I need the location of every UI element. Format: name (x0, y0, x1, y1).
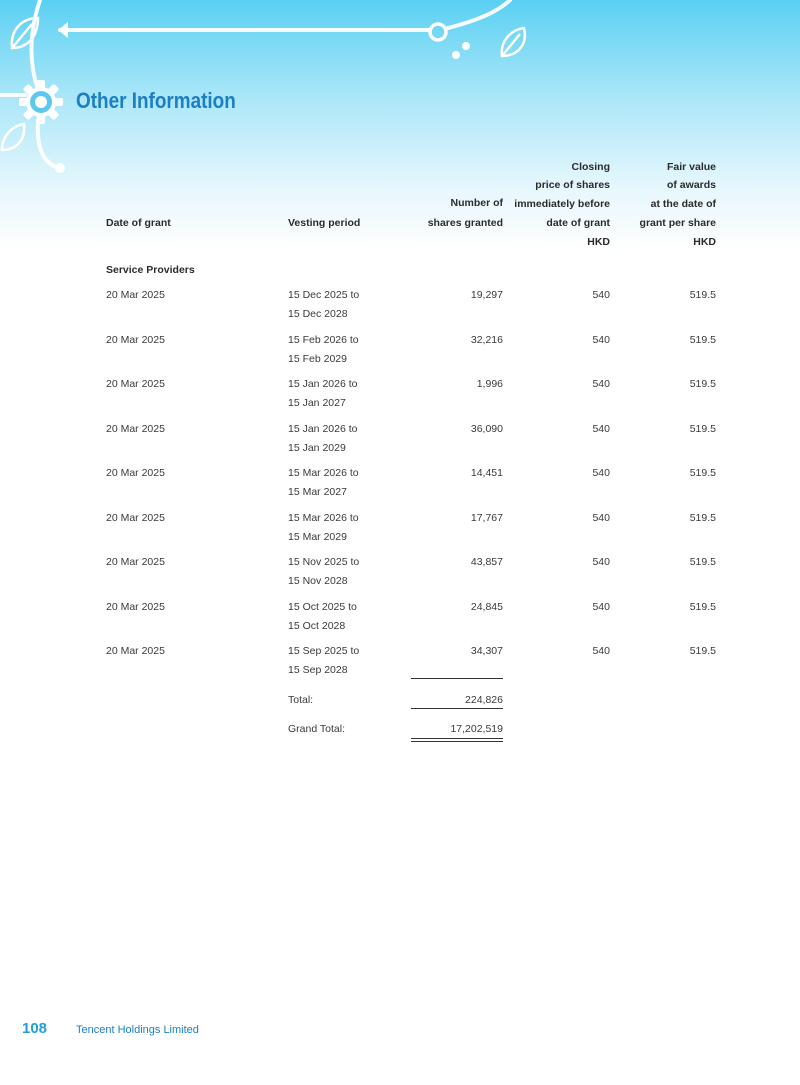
header-fair-line-2: of awards (666, 179, 716, 191)
cell-vesting-start: 15 Feb 2026 to (288, 333, 359, 346)
cell-shares-granted: 14,451 (470, 467, 503, 479)
header-shares-line-1: Number of (450, 197, 503, 209)
cell-date-of-grant: 20 Mar 2025 (106, 511, 165, 524)
header-closing-unit: HKD (587, 236, 610, 248)
grand-total-label: Grand Total: (288, 723, 346, 735)
cell-vesting-end: 15 Oct 2028 (288, 619, 346, 632)
cell-fair-value: 519.5 (689, 645, 716, 657)
cell-shares-granted: 34,307 (470, 645, 503, 657)
cell-shares-granted: 17,767 (470, 511, 503, 524)
header-closing-line-3: immediately before (514, 198, 610, 210)
cell-vesting-end: 15 Mar 2027 (288, 486, 347, 498)
cell-vesting-start: 15 Sep 2025 to (288, 645, 360, 657)
grand-total-rule (411, 708, 503, 709)
cell-date-of-grant: 20 Mar 2025 (106, 600, 165, 613)
cell-date-of-grant: 20 Mar 2025 (106, 333, 165, 346)
gear-icon (17, 78, 65, 126)
cell-closing-price: 540 (592, 600, 610, 613)
cell-vesting-end: 15 Dec 2028 (288, 308, 348, 320)
cell-fair-value: 519.5 (689, 422, 716, 435)
cell-shares-granted: 32,216 (470, 333, 503, 346)
cell-vesting-end: 15 Feb 2029 (288, 352, 347, 365)
cell-closing-price: 540 (592, 422, 610, 435)
total-label: Total: (288, 694, 314, 706)
grand-total-value: 17,202,519 (450, 723, 503, 735)
cell-date-of-grant: 20 Mar 2025 (106, 422, 165, 435)
cell-shares-granted: 36,090 (470, 422, 503, 435)
cell-fair-value: 519.5 (689, 600, 716, 613)
cell-closing-price: 540 (592, 467, 610, 479)
cell-closing-price: 540 (592, 333, 610, 346)
header-fair-line-1: Fair value (666, 161, 716, 173)
header-vesting-period: Vesting period (288, 217, 361, 229)
header-closing-line-1: Closing (571, 161, 610, 173)
total-rule (411, 678, 503, 679)
cell-fair-value: 519.5 (689, 511, 716, 524)
cell-vesting-end: 15 Sep 2028 (288, 664, 348, 676)
cell-vesting-start: 15 Nov 2025 to (288, 556, 360, 568)
cell-shares-granted: 43,857 (470, 556, 503, 568)
header-closing-line-4: date of grant (546, 217, 610, 229)
cell-vesting-end: 15 Nov 2028 (288, 575, 348, 587)
header-fair-line-3: at the date of (650, 198, 716, 210)
header-fair-unit: HKD (693, 236, 716, 248)
cell-vesting-start: 15 Mar 2026 to (288, 511, 359, 524)
cell-vesting-start: 15 Jan 2026 to (288, 378, 358, 390)
cell-date-of-grant: 20 Mar 2025 (106, 467, 165, 479)
cell-shares-granted: 19,297 (470, 289, 503, 301)
cell-closing-price: 540 (592, 289, 610, 301)
cell-date-of-grant: 20 Mar 2025 (106, 645, 165, 657)
cell-closing-price: 540 (592, 511, 610, 524)
cell-closing-price: 540 (592, 556, 610, 568)
cell-fair-value: 519.5 (689, 556, 716, 568)
cell-fair-value: 519.5 (689, 289, 716, 301)
company-name: Tencent Holdings Limited (76, 1024, 199, 1036)
page-number: 108 (22, 1020, 48, 1037)
cell-shares-granted: 1,996 (476, 378, 503, 390)
cell-closing-price: 540 (592, 378, 610, 390)
cell-vesting-end: 15 Jan 2027 (288, 397, 346, 409)
cell-shares-granted: 24,845 (470, 600, 503, 613)
cell-fair-value: 519.5 (689, 467, 716, 479)
header-fair-line-4: grant per share (639, 217, 716, 229)
total-value: 224,826 (465, 694, 503, 706)
cell-vesting-start: 15 Oct 2025 to (288, 600, 357, 613)
cell-fair-value: 519.5 (689, 333, 716, 346)
page-title: Other Information (76, 88, 236, 113)
cell-vesting-end: 15 Mar 2029 (288, 530, 347, 543)
cell-closing-price: 540 (592, 645, 610, 657)
cell-fair-value: 519.5 (689, 378, 716, 390)
grand-total-double-rule (411, 738, 503, 742)
header-shares-line-2: shares granted (427, 217, 503, 229)
cell-vesting-start: 15 Jan 2026 to (288, 422, 358, 435)
header-date-of-grant: Date of grant (106, 217, 171, 229)
section-label: Service Providers (106, 264, 195, 276)
cell-vesting-start: 15 Mar 2026 to (288, 467, 359, 479)
header-closing-line-2: price of shares (535, 179, 610, 191)
cell-date-of-grant: 20 Mar 2025 (106, 378, 165, 390)
cell-date-of-grant: 20 Mar 2025 (106, 556, 165, 568)
cell-date-of-grant: 20 Mar 2025 (106, 289, 165, 301)
cell-vesting-start: 15 Dec 2025 to (288, 289, 360, 301)
cell-vesting-end: 15 Jan 2029 (288, 441, 346, 454)
